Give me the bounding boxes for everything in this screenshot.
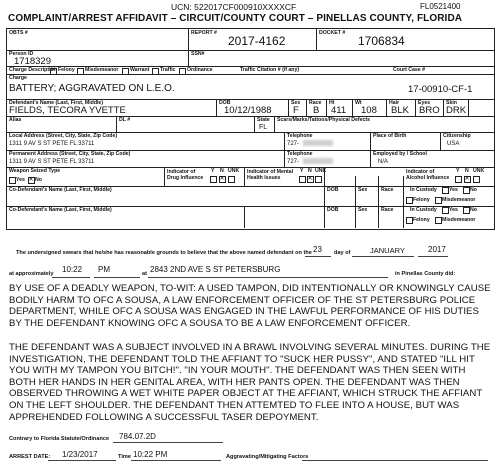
in-custody-no-checkbox-1 [463,187,470,194]
drug-n-checkbox [219,176,226,183]
person-id: 1718329 [14,56,51,67]
drug-unk-checkbox [228,176,235,183]
dl-label: DL # [119,117,131,123]
eyes-label: Eyes [418,100,431,106]
time-label: Time [118,454,131,460]
telephone-label-local: Telephone [287,133,313,139]
in-pinellas-label: in Pinellas County did: [395,271,456,277]
in-custody-no-checkbox-2 [463,207,470,214]
hair-label: Hair [389,100,400,106]
incident-time: 10:22 [62,265,83,274]
traffic-citation-label: Traffic Citation # (if any) [240,67,300,73]
dob: 10/12/1988 [224,105,272,116]
weapon-seized-label: Weapon Seized Type [9,168,61,174]
narrative-paragraph-2: THE DEFENDANT WAS A SUBJECT INVOLVED IN A BRAWL INVOLVING SEVERAL MINUTES. DURING THE INVESTIGATION, THE DEFENDANT TOLD THE AFFIANT TO "SUCK HER PUSSY", AND STATED "ILL HIT YOU WITH MY TAMPON YOU BITCH!". "IN YOUR MOUTH". THE DEFENDANT WAS THEN SEEN WITH BOTH HER HANDS IN HER GENITAL AREA, WITH HER PANTS OPEN. THE DEFENDANT WAS THEN OBSERVED THROWING A WET WHITE PAPER OBJECT AT THE AFFIANT, WHICH STRUCK THE AFFIANT ON THE LEFT SHOULDER. THE DEFENDANT THEN ATTEMTED TO FLEE INTO A HOUSE, BUT WAS APPREHENDED FOLLOWING A SUCCESSFUL TASER DEPOYMENT. [9,342,491,423]
weapon-no-checkbox [28,177,35,184]
codefendant-label-1: Co-Defendant's Name (Last, First, Middle) [9,187,112,193]
mental-n-checkbox [307,176,314,183]
dob-label: DOB [219,100,231,106]
telephone-perm: 727- [287,159,300,165]
sworn-statement: The undersigned swears that he/she has reasonable grounds to believe that the above named defendant on the [16,250,312,256]
felony-checkbox [50,68,57,75]
codefendant-sex-label-1: Sex [358,187,368,193]
telephone-label-perm: Telephone [287,151,313,157]
ordinance-label: Ordinance [187,67,213,73]
race: B [313,105,320,116]
ordinance-checkbox [179,68,186,75]
incident-ampm: PM [98,265,110,274]
alcohol-y-label: Y [456,168,460,174]
alcohol-unk-label: UNK [473,168,485,174]
person-id-label: Person ID [9,51,34,57]
misdemeanor-label: Misdemeanor [85,67,119,73]
weapon-yes-checkbox [9,177,16,184]
drug-influence-label: Indicator of Drug Influence [167,169,204,181]
court-case-label: Court Case # [393,67,425,73]
weapon-no-label: No [35,177,42,183]
codefendant-race-label-2: Race [381,207,394,213]
redaction-blur [303,140,333,146]
employed-by-label: Employed by / School [373,151,427,157]
alcohol-influence-label: Indicator of Alcohol Influence [406,169,450,181]
ht-label: Ht [329,100,335,106]
eyes: BRO [419,105,440,116]
drug-unk-label: UNK [228,168,240,174]
in-custody-no-label-2: No [470,207,477,213]
warrant-checkbox [122,68,129,75]
felony-checkbox-1 [406,197,413,204]
employed-by: N/A [378,159,389,165]
telephone-local: 727- [287,141,300,147]
mental-n-label: N [308,168,312,174]
form-title: COMPLAINT/ARREST AFFIDAVIT – CIRCUIT/COUNTY COURT – PINELLAS COUNTY, FLORIDA [8,13,463,24]
hair: BLK [391,105,409,116]
traffic-checkbox [152,68,159,75]
weapon-yes-label: Yes [16,177,25,183]
statute: 784.07.2D [119,432,156,441]
incident-year: 2017 [428,245,446,254]
scars-label: Scars/Marks/Tattoos/Physical Defects [277,117,371,123]
skin-label: Skin [446,100,457,106]
alcohol-n-label: N [465,168,469,174]
misdemeanor-label-2: Misdemeanor [442,217,476,223]
contrary-to-label: Contrary to Florida Statute/Ordinance [9,436,110,442]
weight: 108 [361,105,377,116]
misdemeanor-label-1: Misdemeanor [442,197,476,203]
day-of-label: day of [334,250,351,256]
codefendant-race-label-1: Race [381,187,394,193]
height: 411 [331,105,347,116]
in-custody-yes-label-1: Yes [449,187,458,193]
skin: DRK [446,105,467,116]
court-case-number: 17-00910-CF-1 [408,84,473,95]
arrest-time: 10:22 PM [133,450,168,459]
drug-n-label: N [220,168,224,174]
docket-number: 1706834 [358,34,405,48]
local-address-label: Local Address (Street, City, State, Zip Code) [9,133,118,139]
permanent-address-label: Permanent Address (Street, City, State, Zip Code) [9,151,131,157]
form-number: FL0521400 [420,2,461,11]
defendant-name: FIELDS, TECORA YVETTE [9,105,126,116]
in-custody-no-label-1: No [470,187,477,193]
arrest-date-label: ARREST DATE: [9,454,51,460]
aggravating-label: Aggravating/Mitigating Factors [226,454,309,460]
codefendant-dob-label-2: DOB [327,207,339,213]
report-label: REPORT # [191,30,217,36]
alcohol-unk-checkbox [473,176,480,183]
redaction-blur [303,158,333,164]
felony-label-2: Felony [413,217,430,223]
sex: F [293,105,299,116]
warrant-label: Warrant [130,67,150,73]
mental-y-checkbox [299,176,306,183]
charge-label: Charge [9,75,27,81]
report-number: 2017-4162 [228,34,286,48]
incident-day: 23 [313,245,322,254]
obts-label: OBTS # [9,30,28,36]
charge-description-label: Charge Description [9,67,57,73]
charge-text: BATTERY; AGGRAVATED ON L.E.O. [9,83,175,94]
felony-label: Felony [58,67,75,73]
drug-y-label: Y [211,168,215,174]
drug-y-checkbox [210,176,217,183]
felony-label-1: Felony [413,197,430,203]
ssn-label: SSN# [191,51,205,57]
mental-y-label: Y [300,168,304,174]
alias-label: Alias [9,117,22,123]
mental-unk-label: UNK [315,168,327,174]
in-custody-label-2: In Custody [410,207,437,213]
incident-month: JANUARY [370,246,405,255]
narrative-paragraph-1: BY USE OF A DEADLY WEAPON, TO-WIT: A USED TAMPON, DID INTENTIONALLY OR KNOWINGLY CAUSE BODILY HARM TO OFC A SOUSA, A LAW ENFORCEMENT OFFICER OF THE ST PETERSBURG POLICE DEPARTMENT, WHILE OFC A SOUSA WAS ENGAGED IN THE LAWFUL PERFORMANCE OF HIS DUTIES BY THE DEFENDANT KNOWING OFC A SOUSA TO BE A LAW ENFORCEMENT OFFICER. [9,283,491,329]
felony-checkbox-2 [406,217,413,224]
misdemeanor-checkbox-1 [435,197,442,204]
ucn: UCN: 522017CF000910XXXXCF [171,2,297,12]
at-label: at [142,271,147,277]
alcohol-y-checkbox [455,176,462,183]
citizenship-label: Citizenship [443,133,471,139]
in-custody-yes-label-2: Yes [449,207,458,213]
place-of-birth-label: Place of Birth [373,133,407,139]
wt-label: Wt [355,100,362,106]
codefendant-dob-label-1: DOB [327,187,339,193]
in-custody-yes-checkbox-1 [442,187,449,194]
misdemeanor-checkbox [77,68,84,75]
codefendant-sex-label-2: Sex [358,207,368,213]
race-label: Race [309,100,322,106]
in-custody-label-1: In Custody [410,187,437,193]
incident-location: 2843 2ND AVE S ST PETERSBURG [150,265,281,274]
alcohol-n-checkbox [464,176,471,183]
arrest-date: 1/23/2017 [62,450,98,459]
misdemeanor-checkbox-2 [435,217,442,224]
defendant-name-label: Defendant's Name (Last, First, Middle) [9,100,104,106]
state: FL [259,124,268,131]
codefendant-label-2: Co-Defendant's Name (Last, First, Middle) [9,207,112,213]
traffic-label: Traffic [160,67,176,73]
state-label: State [257,117,270,123]
mental-unk-checkbox [315,176,322,183]
mental-health-label: Indicator of Mental Health Issues [247,169,294,181]
local-address: 1311 9 AV S ST PETE FL 33711 [9,141,95,147]
in-custody-yes-checkbox-2 [442,207,449,214]
sex-label: Sex [291,100,301,106]
citizenship: USA [447,141,460,147]
at-approximately-label: at approximately [9,271,54,277]
permanent-address: 1311 9 AV S ST PETE FL 33711 [9,159,95,165]
docket-label: DOCKET # [319,30,346,36]
